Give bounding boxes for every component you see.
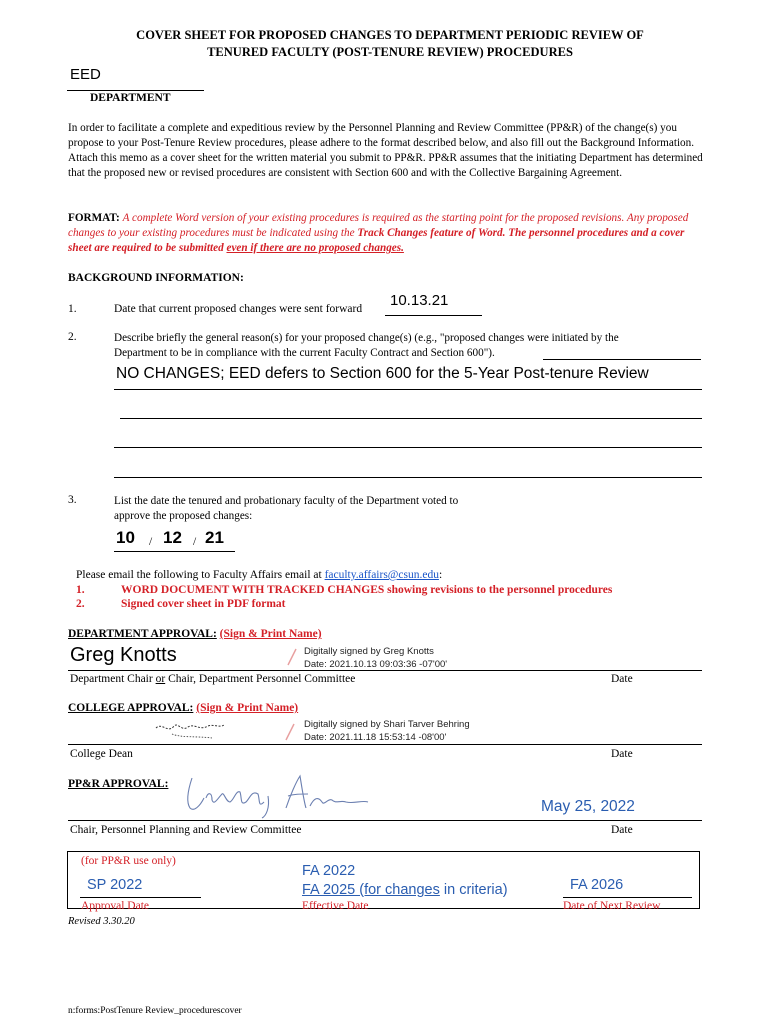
item-3-text-line-1: List the date the tenured and probationary faculty of the Department voted to xyxy=(114,495,459,507)
item-3-text-line-2: approve the proposed changes: xyxy=(114,510,253,522)
effective-date-label: Effective Date xyxy=(302,900,369,912)
department-approval-label: DEPARTMENT APPROVAL: xyxy=(68,628,217,640)
item-1-number: 1. xyxy=(68,303,77,315)
email-item-1-text: WORD DOCUMENT WITH TRACKED CHANGES showing revisions to the personnel procedures xyxy=(121,584,613,596)
office-use-label: (for PP&R use only) xyxy=(81,855,176,867)
department-digital-signature: Digitally signed by Greg Knotts Date: 2021.10.13 09:03:36 -07'00' xyxy=(304,646,448,670)
email-item-2-number: 2. xyxy=(76,598,85,610)
ppr-handwritten-signature[interactable] xyxy=(178,768,373,820)
college-dean-label: College Dean xyxy=(70,748,133,760)
item-2-text-line-2: Department to be in compliance with the current Faculty Contract and Section 600"). xyxy=(114,347,495,359)
format-track-changes: Track Changes feature of Word. xyxy=(357,227,506,239)
format-text-1: A complete Word version of your existing procedures is required as the starting point for the proposed revisions. Any proposed changes to your existing procedures must be indicated using the xyxy=(68,212,689,239)
item-3-number: 3. xyxy=(68,494,77,506)
department-sign-hint: (Sign & Print Name) xyxy=(219,628,322,640)
signature-mark-icon xyxy=(283,720,297,742)
vote-day-field[interactable]: 12 xyxy=(163,528,182,547)
email-instruction: Please email the following to Faculty Affairs email at faculty.affairs@csun.edu: xyxy=(76,569,443,581)
approval-date-field[interactable]: SP 2022 xyxy=(87,877,143,893)
format-text-2: The personnel procedures and a cover sheet are required to be submitted xyxy=(68,227,685,254)
email-text: Please email the following to Faculty Affairs email at xyxy=(76,569,322,581)
title-line-1: COVER SHEET FOR PROPOSED CHANGES TO DEPARTMENT PERIODIC REVIEW OF xyxy=(136,28,644,42)
email-item-1-number: 1. xyxy=(76,584,85,596)
ppr-chair-label: Chair, Personnel Planning and Review Committee xyxy=(70,824,302,836)
college-date-label: Date xyxy=(611,748,633,760)
approval-date-label: Approval Date xyxy=(81,900,150,912)
vote-month-field[interactable]: 10 xyxy=(116,528,135,547)
next-review-date-field[interactable]: FA 2026 xyxy=(570,877,624,893)
format-section xyxy=(68,211,708,256)
vote-year-field[interactable]: 21 xyxy=(205,528,224,547)
intro-paragraph: In order to facilitate a complete and expeditious review by the Personnel Planning and Review Committee (PP&R) of the change(s) you propose to your Post-Tenure Review procedures, please adhere to the format described below, and also fill out the Background Information. Attach this memo as a cover sheet for the written material you submit to PP&R. PP&R assumes that the initiating Department has determined that the proposed new or revised procedures are consistent with Section 600 and with the Collective Bargaining Agreement. xyxy=(68,122,703,179)
effective-date-line-1[interactable]: FA 2022 xyxy=(302,863,356,879)
revised-date: Revised 3.30.20 xyxy=(68,916,135,927)
next-review-label: Date of Next Review xyxy=(563,900,661,912)
item-3-text xyxy=(114,494,614,524)
title-line-2: TENURED FACULTY (POST-TENURE REVIEW) PROCEDURES xyxy=(207,45,573,59)
item-2-text-line-1: Describe briefly the general reason(s) for your proposed change(s) (e.g., "proposed changes were initiated by the xyxy=(114,332,619,344)
department-signature-name[interactable]: Greg Knotts xyxy=(70,644,177,666)
email-item-2-text: Signed cover sheet in PDF format xyxy=(121,598,286,610)
footer-path: n:forms:PostTenure Review_procedurescover xyxy=(68,1006,242,1016)
ppr-date-label: Date xyxy=(611,824,633,836)
college-digital-signature: Digitally signed by Shari Tarver Behring Date: 2021.11.18 15:53:14 -08'00' xyxy=(304,719,470,743)
department-chair-label: Department Chair or Chair, Department Personnel Committee xyxy=(70,673,356,685)
effective-date-line-2[interactable]: FA 2025 (for changes in criteria) xyxy=(302,882,508,898)
item-1-text: Date that current proposed changes were sent forward xyxy=(114,303,363,315)
format-underlined: even if there are no proposed changes. xyxy=(226,242,404,254)
department-field[interactable]: EED xyxy=(70,66,101,83)
item-2-number: 2. xyxy=(68,331,77,343)
department-label: DEPARTMENT xyxy=(90,92,171,104)
ppr-approval-label: PP&R APPROVAL: xyxy=(68,778,169,790)
signature-mark-icon xyxy=(285,645,299,667)
page-title xyxy=(60,27,720,61)
department-approval-heading xyxy=(68,628,322,640)
faculty-affairs-email-link[interactable]: faculty.affairs@csun.edu xyxy=(324,569,439,581)
background-heading: BACKGROUND INFORMATION: xyxy=(68,272,244,284)
format-label: FORMAT: xyxy=(68,212,120,224)
ppr-date-field[interactable]: May 25, 2022 xyxy=(541,798,635,815)
college-approval-label: COLLEGE APPROVAL: xyxy=(68,702,194,714)
department-date-label: Date xyxy=(611,673,633,685)
item-2-text xyxy=(114,331,714,361)
item-1-date-field[interactable]: 10.13.21 xyxy=(390,292,449,309)
item-2-reason-field[interactable]: NO CHANGES; EED defers to Section 600 for the 5-Year Post-tenure Review xyxy=(116,365,649,382)
college-approval-heading xyxy=(68,702,298,714)
college-sign-hint: (Sign & Print Name) xyxy=(196,702,299,714)
college-handwritten-signature[interactable] xyxy=(152,718,227,742)
